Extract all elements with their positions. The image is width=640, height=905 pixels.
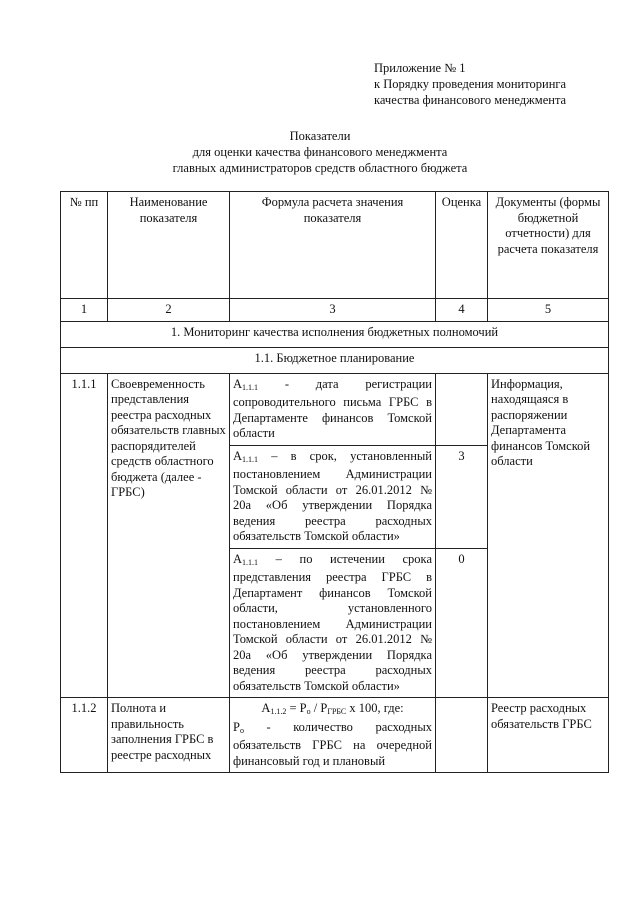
formula-subscript: 1.1.1 bbox=[242, 557, 259, 567]
appendix-line-3: качества финансового менеджмента bbox=[374, 93, 567, 107]
score-cell: 0 bbox=[436, 548, 488, 698]
appendix-line-1: Приложение № 1 bbox=[374, 61, 466, 75]
table-row bbox=[61, 373, 609, 445]
formula-subscript: 1.1.1 bbox=[242, 454, 259, 464]
indicator-name: Полнота и правильность заполнения ГРБС в реестре расходных bbox=[108, 698, 230, 773]
formula-definition bbox=[233, 720, 432, 770]
formula-cell bbox=[230, 698, 436, 773]
formula-text: - количество расходных обязательств ГРБС на очередной финансовый год и плановый bbox=[233, 719, 432, 768]
column-numbers-row bbox=[61, 299, 609, 322]
formula-cell bbox=[230, 445, 436, 548]
section-row bbox=[61, 321, 609, 347]
header-formula: Формула расчета значения показателя bbox=[230, 192, 436, 299]
score-cell: 3 bbox=[436, 445, 488, 548]
formula-cell bbox=[230, 548, 436, 698]
formula-symbol: А bbox=[233, 376, 243, 391]
formula-subscript: 1.1.1 bbox=[242, 382, 259, 392]
subsection-heading: 1.1. Бюджетное планирование bbox=[61, 347, 609, 373]
header-name: Наименование показателя bbox=[108, 192, 230, 299]
col-number: 4 bbox=[436, 299, 488, 322]
table-row bbox=[61, 698, 609, 773]
indicator-name: Своевременность представления реестра расходных обязательств главных распорядителей средств областного бюджета (далее - ГРБС) bbox=[108, 373, 230, 698]
title-line-3: главных администраторов средств областного бюджета bbox=[172, 161, 468, 175]
indicators-table bbox=[60, 191, 609, 773]
document-title bbox=[0, 128, 640, 176]
appendix-line-2: к Порядку проведения мониторинга bbox=[374, 77, 567, 91]
formula-symbol: А bbox=[261, 701, 271, 715]
formula-text: - дата регистрации сопроводительного письма ГРБС в Департаменте финансов Томской области bbox=[233, 376, 432, 440]
header-docs: Документы (формы бюджетной отчетности) для расчета показателя bbox=[488, 192, 609, 299]
documents-cell: Реестр расходных обязательств ГРБС bbox=[488, 698, 609, 773]
formula-symbol: А bbox=[233, 448, 243, 463]
col-number: 2 bbox=[108, 299, 230, 322]
formula-symbol: А bbox=[233, 551, 243, 566]
col-number: 1 bbox=[61, 299, 108, 322]
title-line-2: для оценки качества финансового менеджмента bbox=[192, 145, 448, 159]
documents-cell: Информация, находящаяся в распоряжении Департамента финансов Томской области bbox=[488, 373, 609, 698]
formula-text: – по истечении срока представления реестра ГРБС в Департамент финансов Томской области, установленного постановлением Администрации Томской области от 26.01.2012 № 20а «Об утверждении Порядка ведения реестра расходных обязательств Томской области» bbox=[233, 551, 432, 693]
header-num: № пп bbox=[61, 192, 108, 299]
formula-part: х 100, где: bbox=[346, 701, 404, 715]
formula-subscript: о bbox=[306, 707, 311, 716]
title-line-1: Показатели bbox=[289, 129, 351, 143]
header-score: Оценка bbox=[436, 192, 488, 299]
formula-symbol: Р bbox=[233, 719, 240, 734]
formula-equation bbox=[233, 701, 432, 720]
header-row bbox=[61, 192, 609, 299]
formula-text: – в срок, установленный постановлением Администрации Томской области от 26.01.2012 № 20а «Об утверждении Порядка ведения реестра расходных обязательств Томской области» bbox=[233, 448, 432, 543]
col-number: 5 bbox=[488, 299, 609, 322]
appendix-reference bbox=[374, 60, 566, 108]
formula-subscript: ГРБС bbox=[327, 707, 347, 716]
col-number: 3 bbox=[230, 299, 436, 322]
section-heading: 1. Мониторинг качества исполнения бюджетных полномочий bbox=[61, 321, 609, 347]
formula-part: / Р bbox=[310, 701, 328, 715]
subsection-row bbox=[61, 347, 609, 373]
row-number: 1.1.1 bbox=[61, 373, 108, 698]
formula-subscript: о bbox=[239, 725, 244, 735]
formula-subscript: 1.1.2 bbox=[270, 707, 287, 716]
score-cell bbox=[436, 698, 488, 773]
formula-cell bbox=[230, 373, 436, 445]
row-number: 1.1.2 bbox=[61, 698, 108, 773]
formula-part: = Р bbox=[286, 701, 307, 715]
score-cell bbox=[436, 373, 488, 445]
